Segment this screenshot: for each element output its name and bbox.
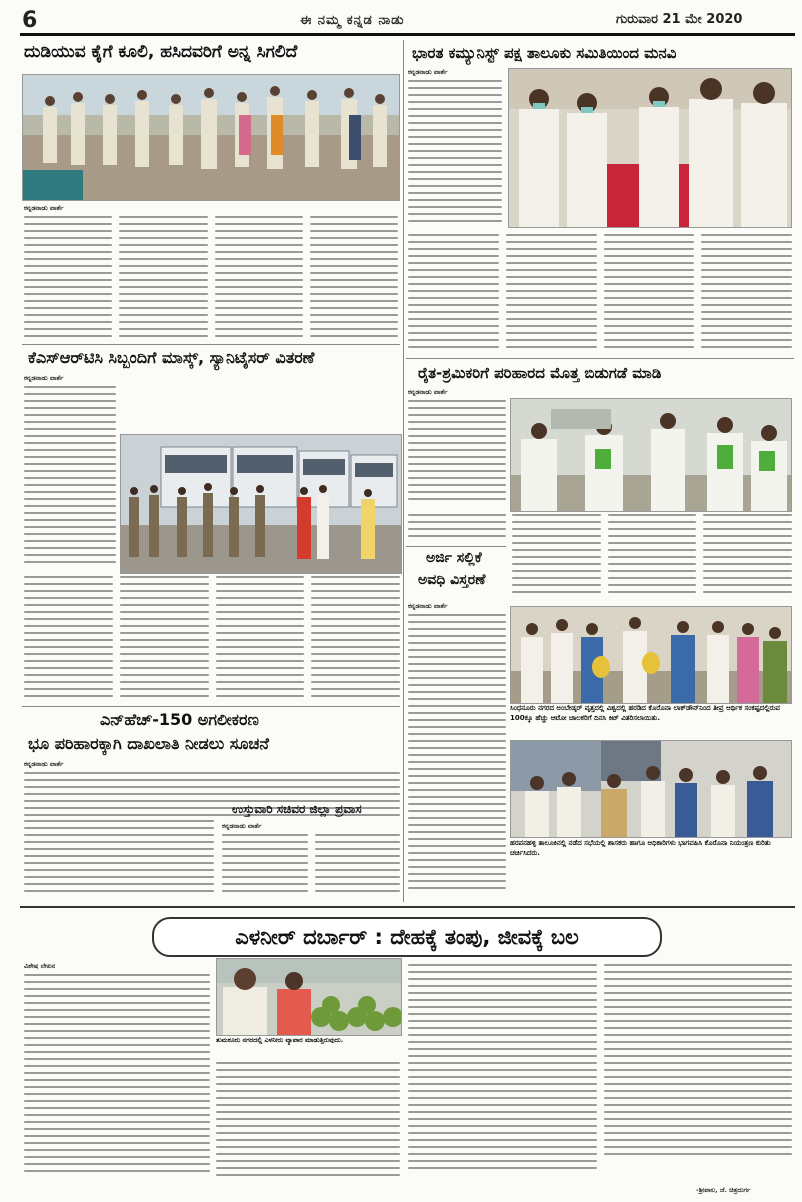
caption-grocery: ಸಿಂಧನೂರು ನಗರದ ಅಂಬೇಡ್ಕರ್ ವೃತ್ತದಲ್ಲಿ ವಿಶ್ವದಲ್ಲಿ ಹರಡಿದ ಕೊರೊನಾ ಲಾಕ್‌ಡೌನ್‌ನಿಂದ ತೀವ್ರ ಆರ್ಥಿಕ ಸಂಕಷ್ಟದಲ್ಲಿರುವ 100ಕ್ಕೂ ಹೆಚ್ಚು ಆಟೋ ಚಾಲಕರಿಗೆ ದಿನಸಿ ಕಿಟ್ ವಿತರಿಸಲಾಯಿತು.: [510, 704, 780, 722]
headline-arji-2: ಅವಧಿ ವಿಸ್ತರಣೆ: [418, 572, 486, 588]
caption-coconut: ತುಮಕೂರು ನಗರದಲ್ಲಿ ಎಳನೀರು ವ್ಯಾಪಾರ ಮಾಡುತ್ತಿರುವುದು.: [216, 1036, 344, 1044]
text-raitha-a: [408, 512, 506, 542]
photo-meeting: [510, 740, 792, 838]
headline-bhoo: ಭೂ ಪರಿಹಾರಕ್ಕಾಗಿ ದಾಖಲಾತಿ ನೀಡಲು ಸೂಚನೆ: [28, 734, 269, 753]
photo-grocery-kits: [510, 606, 792, 704]
text-cpi: [408, 232, 792, 354]
text-usthuvari: [222, 832, 400, 902]
photo-cpi-memorandum: [508, 68, 792, 228]
text-ksrtc: [24, 574, 400, 702]
text-elaneer-mid: [216, 1060, 400, 1182]
publication-name: ಈ ನಮ್ಮ ಕನ್ನಡ ನಾಡು: [300, 13, 405, 28]
byline-coolie: ಕನ್ನಡನಾಡು ವಾರ್ತೆ: [24, 204, 64, 212]
column-divider: [403, 40, 404, 902]
headline-coolie: ದುಡಿಯುವ ಕೈಗೆ ಕೂಲಿ, ಹಸಿದವರಿಗೆ ಅನ್ನ ಸಿಗಲಿದೆ: [24, 42, 298, 62]
text-bhoo: [24, 818, 214, 902]
byline-bhoo: ಕನ್ನಡನಾಡು ವಾರ್ತೆ: [24, 760, 64, 768]
text-elaneer-right: [408, 962, 792, 1184]
text-raitha-intro: [408, 398, 506, 508]
divider-arji: [406, 546, 506, 547]
feature-banner: [152, 917, 662, 957]
headline-cpi: ಭಾರತ ಕಮ್ಯುನಿಸ್ಟ್ ಪಕ್ಷ ತಾಲೂಕು ಸಮಿತಿಯಿಂದ ಮನವಿ: [412, 44, 677, 62]
text-ksrtc-intro: [24, 384, 116, 570]
headline-raitha: ರೈತ-ಶ್ರಮಿಕರಿಗೆ ಪರಿಹಾರದ ಮೊತ್ತ ಬಿಡುಗಡೆ ಮಾಡಿ: [418, 364, 662, 382]
headline-nh150: ಎನ್‌ಹೆಚ್-150 ಅಗಲೀಕರಣ: [100, 710, 259, 729]
byline-raitha: ಕನ್ನಡನಾಡು ವಾರ್ತೆ: [408, 388, 448, 396]
page-number: 6: [22, 8, 38, 33]
text-elaneer-left: [24, 972, 210, 1182]
text-raitha: [512, 512, 792, 600]
author-signature: -ಶ್ರೀಪಾಲ, ಜೆ. ಚಿತ್ರದುರ್ಗ: [696, 1186, 751, 1194]
headline-usthuvari: ಉಸ್ತುವಾರಿ ಸಚಿವರ ಜಿಲ್ಲಾ ಪ್ರವಾಸ: [232, 802, 362, 816]
headline-ksrtc: ಕೆಎಸ್ಆರ್‌ಟಿಸಿ ಸಿಬ್ಬಂದಿಗೆ ಮಾಸ್ಕ್, ಸ್ಯಾನಿಟೈಸರ್ ವಿತರಣೆ: [28, 348, 315, 367]
byline-elaneer: ವಿಶೇಷ ಲೇಖನ: [24, 962, 56, 970]
photo-raitha-protest: [510, 398, 792, 512]
divider-cpi: [406, 358, 794, 359]
photo-coolie-workers: [22, 74, 400, 201]
text-arji: [408, 612, 506, 902]
headline-arji-1: ಅರ್ಜಿ ಸಲ್ಲಿಕೆ: [426, 550, 482, 566]
text-cpi-intro: [408, 78, 502, 230]
section-divider: [20, 906, 795, 908]
photo-coconut-vendor: [216, 958, 402, 1036]
divider-nh150: [22, 706, 400, 707]
byline-usthuvari: ಕನ್ನಡನಾಡು ವಾರ್ತೆ: [222, 822, 262, 830]
byline-arji: ಕನ್ನಡನಾಡು ವಾರ್ತೆ: [408, 602, 448, 610]
headline-elaneer: ಎಳನೀರ್ ದರ್ಬಾರ್ : ದೇಹಕ್ಕೆ ತಂಪು, ಜೀವಕ್ಕೆ ಬಲ: [235, 924, 579, 949]
byline-ksrtc: ಕನ್ನಡನಾಡು ವಾರ್ತೆ: [24, 374, 64, 382]
divider-ksrtc: [22, 344, 400, 345]
issue-date: ಗುರುವಾರ 21 ಮೇ 2020: [616, 12, 743, 27]
text-coolie: [24, 214, 398, 342]
byline-cpi: ಕನ್ನಡನಾಡು ವಾರ್ತೆ: [408, 68, 448, 76]
photo-ksrtc-buses: [120, 434, 402, 574]
caption-meeting: ಹರಪನಹಳ್ಳಿ ತಾಲೂಕಿನಲ್ಲಿ ನಡೆದ ಸಭೆಯಲ್ಲಿ ಶಾಸಕರು ಹಾಗೂ ಅಧಿಕಾರಿಗಳು ಭಾಗವಹಿಸಿ ಕೊರೊನಾ ನಿಯಂತ್ರಣ ಕುರಿತು ಚರ್ಚಿಸಿದರು.: [510, 839, 771, 857]
header-rule: [20, 33, 795, 36]
